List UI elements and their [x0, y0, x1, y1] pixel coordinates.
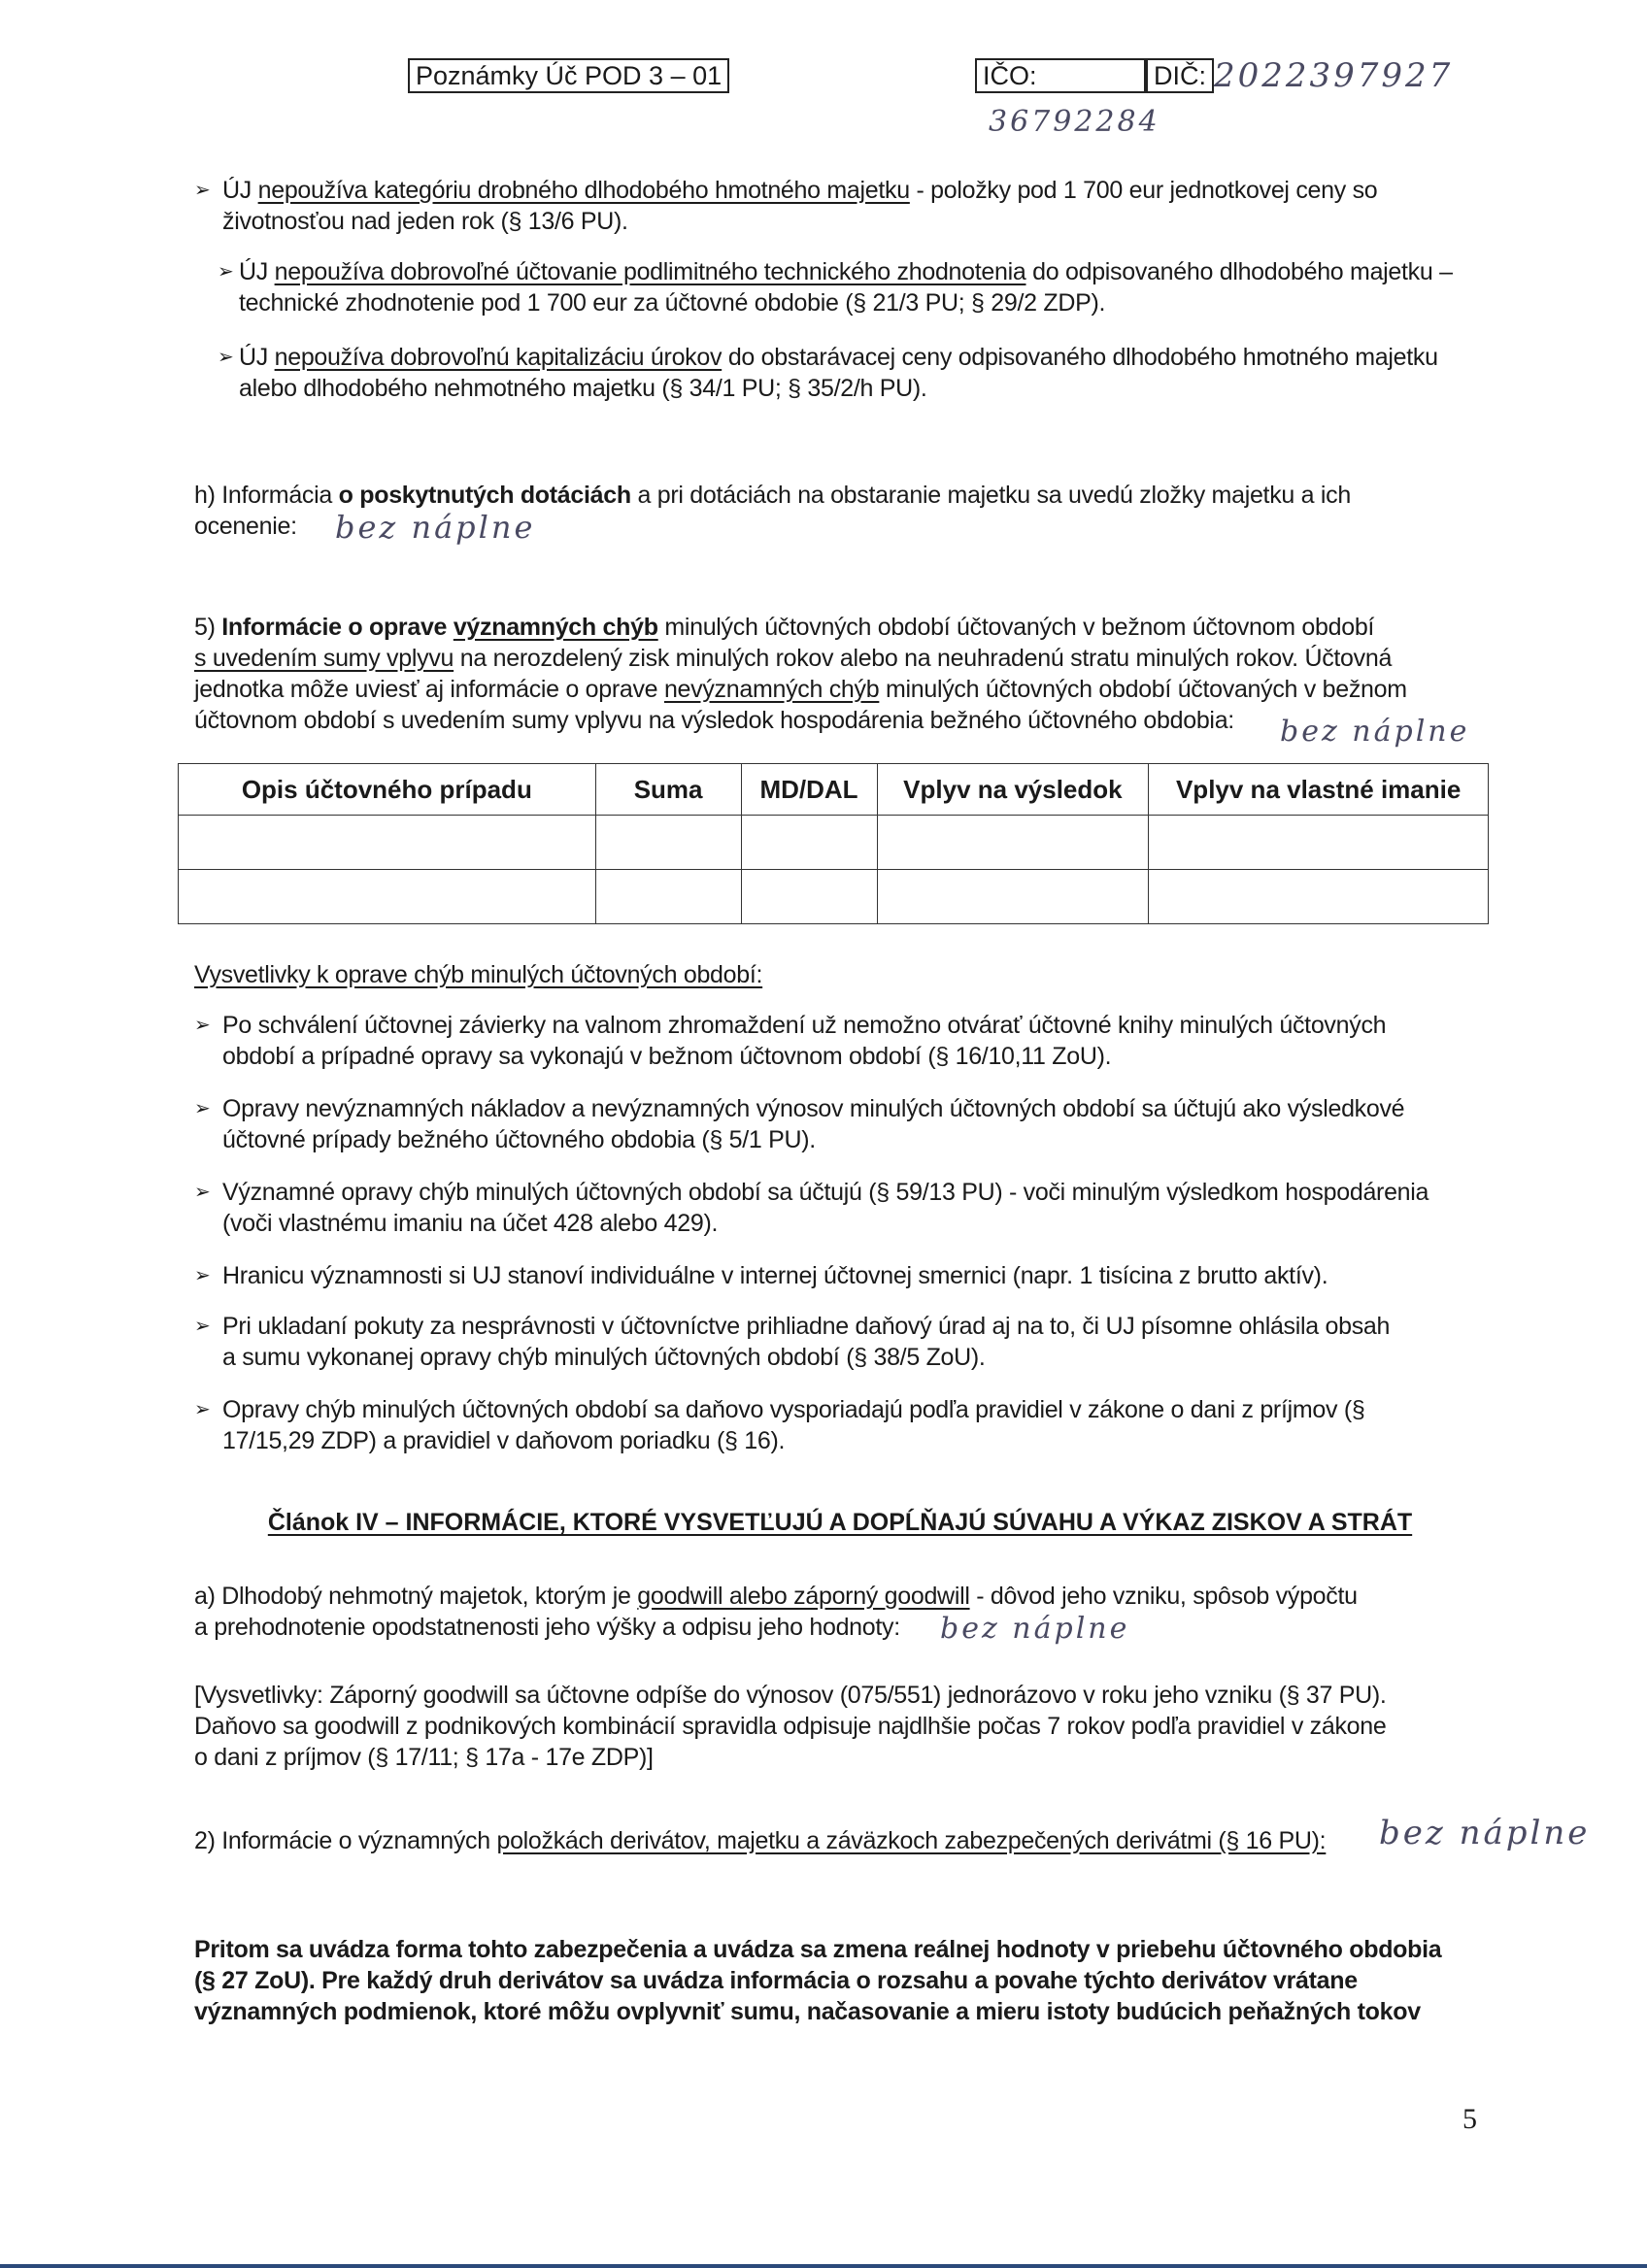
dic-box [1146, 58, 1214, 93]
bullet-top-1: ÚJ nepoužíva kategóriu drobného dlhodobého hmotného majetku - položky pod 1 700 eur jednotkovej ceny so životnosťou nad jeden rok (§ 13/6 PU). [222, 177, 1378, 235]
arrow-bullet-icon: ➢ [194, 1399, 211, 1420]
table-cell [741, 870, 877, 924]
form-label: Poznámky Úč POD 3 – 01 [416, 61, 723, 90]
ico-handwritten-value: 36792284 [989, 105, 1160, 139]
explanations-title: Vysvetlivky k oprave chýb minulých účtovných období: [194, 961, 763, 988]
article-iv-vysvetlivky: [Vysvetlivky: Záporný goodwill sa účtovne odpíše do výnosov (075/551) jednorázovo v roku jeho vzniku (§ 37 PU). Daňovo sa goodwill z podnikových kombinácií spravidla odpisuje najdlhšie počas 7 rokov podľa pravidiel v zákone o dani z príjmov (§ 17/11; § 17a - 17e ZDP)] [194, 1682, 1387, 1771]
bullet-top-3: ÚJ nepoužíva dobrovoľnú kapitalizáciu úrokov do obstarávacej ceny odpisovaného dlhodobého hmotného majetku alebo dlhodobého nehmotného majetku (§ 34/1 PU; § 35/2/h PU). [239, 344, 1438, 402]
explanation-item: Významné opravy chýb minulých účtovných období sa účtujú (§ 59/13 PU) - voči minulým výsledkom hospodárenia (voči vlastnému imaniu na účet 428 alebo 429). [222, 1179, 1429, 1237]
arrow-bullet-icon: ➢ [218, 261, 234, 283]
table-row [179, 816, 1489, 870]
explanation-item: Opravy nevýznamných nákladov a nevýznamných výnosov minulých účtovných období sa účtujú ako výsledkové účtovné prípady bežného účtovného obdobia (§ 5/1 PU). [222, 1095, 1405, 1153]
arrow-bullet-icon: ➢ [194, 1098, 211, 1119]
section-5-handwritten: bez náplne [1280, 715, 1470, 749]
table-cell [179, 870, 596, 924]
col-header-vplyv-vysledok: Vplyv na výsledok [877, 764, 1149, 816]
bullet-top-2: ÚJ nepoužíva dobrovoľné účtovanie podlimitného technického zhodnotenia do odpisovaného dlhodobého majetku – technické zhodnotenie pod 1 700 eur za účtovné obdobie (§ 21/3 PU; § 29/2 ZDP). [239, 258, 1453, 317]
ico-label: IČO: [983, 61, 1037, 90]
col-header-opis: Opis účtovného prípadu [179, 764, 596, 816]
table-cell [1149, 816, 1489, 870]
col-header-vplyv-imanie: Vplyv na vlastné imanie [1149, 764, 1489, 816]
arrow-bullet-icon: ➢ [194, 180, 211, 201]
explanation-item: Pri ukladaní pokuty za nesprávnosti v účtovníctve prihliadne daňový úrad aj na to, či UJ písomne ohlásila obsah a sumu vykonanej opravy chýb minulých účtovných období (§ 38/5 ZoU). [222, 1313, 1391, 1371]
arrow-bullet-icon: ➢ [194, 1015, 211, 1036]
section-h-dotacie: h) Informácia o poskytnutých dotáciách a pri dotáciách na obstaranie majetku sa uvedú zložky majetku a ich ocenenie: [194, 482, 1351, 540]
article-iv-derivaty-handwritten: bez náplne [1379, 1814, 1591, 1852]
table-cell [595, 870, 741, 924]
dic-handwritten-value: 2022397927 [1214, 56, 1454, 95]
explanation-item: Opravy chýb minulých účtovných období sa daňovo vysporiadajú podľa pravidiel v zákone o dani z príjmov (§ 17/15,29 ZDP) a pravidiel v daňovom poriadku (§ 16). [222, 1396, 1365, 1454]
table-cell [1149, 870, 1489, 924]
table-cell [877, 870, 1149, 924]
table-cell [877, 816, 1149, 870]
arrow-bullet-icon: ➢ [218, 347, 234, 368]
table-cell [179, 816, 596, 870]
corrections-table [178, 763, 1489, 924]
page-number: 5 [1462, 2103, 1477, 2135]
article-iv-a-handwritten: bez náplne [940, 1612, 1130, 1646]
article-iv-a-goodwill: a) Dlhodobý nehmotný majetok, ktorým je goodwill alebo záporný goodwill - dôvod jeho vzniku, spôsob výpočtu a prehodnotenie opodstatnenosti jeho výšky a odpisu jeho hodnoty: [194, 1583, 1358, 1641]
table-row [179, 870, 1489, 924]
section-5-oprava-chyb: 5) Informácie o oprave významných chýb minulých účtovných období účtovaných v bežnom účtovnom období s uvedením sumy vplyvu na nerozdelený zisk minulých rokov alebo na neuhradenú stratu minulých rokov. Účtovná jednotka môže uviesť aj informácie o oprave nevýznamných chýb minulých účtovných období účtovaných v bežnom účtovnom období s uvedením sumy vplyvu na výsledok hospodárenia bežného účtovného obdobia: [194, 614, 1407, 734]
col-header-md-dal: MD/DAL [741, 764, 877, 816]
arrow-bullet-icon: ➢ [194, 1182, 211, 1203]
table-cell [741, 816, 877, 870]
explanation-item: Hranicu významnosti si UJ stanoví individuálne v internej účtovnej smernici (napr. 1 tisícina z brutto aktív). [222, 1262, 1328, 1289]
arrow-bullet-icon: ➢ [194, 1316, 211, 1337]
dic-label: DIČ: [1154, 61, 1206, 90]
article-iv-heading: Článok IV – INFORMÁCIE, KTORÉ VYSVETĽUJÚ A DOPĹŇAJÚ SÚVAHU A VÝKAZ ZISKOV A STRÁT [267, 1509, 1413, 1536]
arrow-bullet-icon: ➢ [194, 1265, 211, 1286]
col-header-suma: Suma [595, 764, 741, 816]
ico-box [975, 58, 1146, 93]
explanation-item: Po schválení účtovnej závierky na valnom zhromaždení už nemožno otvárať účtovné knihy minulých účtovných období a prípadné opravy sa vykonajú v bežnom účtovnom období (§ 16/10,11 ZoU). [222, 1012, 1387, 1070]
form-label-box [408, 58, 729, 93]
table-cell [595, 816, 741, 870]
scan-edge-strip [0, 2264, 1647, 2268]
article-iv-bold-paragraph: Pritom sa uvádza forma tohto zabezpečenia a uvádza sa zmena reálnej hodnoty v priebehu účtovného obdobia (§ 27 ZoU). Pre každý druh derivátov sa uvádza informácia o rozsahu a povahe týchto derivátov vrátane významných podmienok, ktoré môžu ovplyvniť sumu, načasovanie a mieru istoty budúcich peňažných tokov [194, 1936, 1442, 2025]
article-iv-derivaty: 2) Informácie o významných položkách derivátov, majetku a záväzkoch zabezpečených derivátmi (§ 16 PU): [194, 1827, 1327, 1854]
section-h-handwritten: bez náplne [335, 509, 536, 546]
table-header-row [179, 764, 1489, 816]
